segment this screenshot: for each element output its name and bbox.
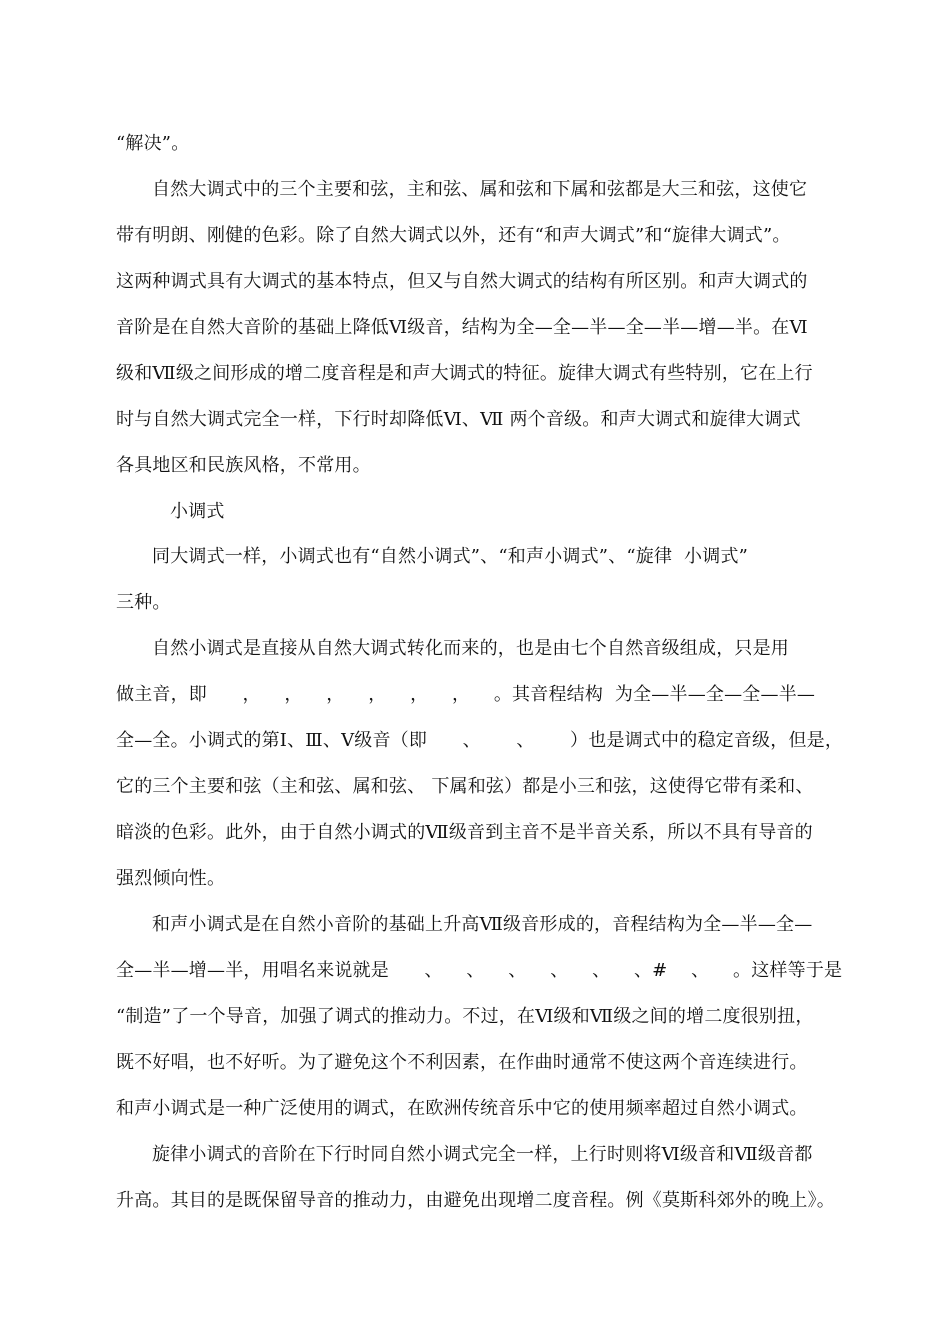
- text-line: 做主音，即 ， ， ， ， ， ， 。其音程结构 为全—半—全—全—半—: [116, 684, 816, 705]
- text-line: 暗淡的色彩。此外，由于自然小调式的Ⅶ级音到主音不是半音关系，所以不具有导音的: [116, 822, 813, 843]
- text-line: 带有明朗、刚健的色彩。除了自然大调式以外，还有“和声大调式”和“旋律大调式”。: [116, 225, 791, 246]
- text-line: 三种。: [116, 592, 171, 613]
- section-heading: 小调式: [170, 501, 225, 522]
- text-line: 既不好唱，也不好听。为了避免这个不利因素，在作曲时通常不使这两个音连续进行。: [116, 1052, 808, 1073]
- text-line: 全—全。小调式的第Ⅰ、Ⅲ、Ⅴ级音（即 、 、 ）也是调式中的稳定音级，但是，: [116, 730, 844, 751]
- text-line: 强烈倾向性。: [116, 868, 226, 889]
- text-line: “解决”。: [116, 133, 190, 154]
- text-line: 级和Ⅶ级之间形成的增二度音程是和声大调式的特征。旋律大调式有些特别，它在上行: [116, 363, 813, 384]
- text-line: 这两种调式具有大调式的基本特点，但又与自然大调式的结构有所区别。和声大调式的: [116, 271, 808, 292]
- text-line: 升高。其目的是既保留导音的推动力，由避免出现增二度音程。例《莫斯科郊外的晚上》。: [116, 1190, 835, 1211]
- text-line: 同大调式一样，小调式也有“自然小调式”、“和声小调式”、“旋律 小调式”: [152, 546, 749, 567]
- text-line: 和声小调式是一种广泛使用的调式，在欧洲传统音乐中它的使用频率超过自然小调式。: [116, 1098, 808, 1119]
- text-line: 旋律小调式的音阶在下行时同自然小调式完全一样，上行时则将Ⅵ级音和Ⅶ级音都: [152, 1144, 813, 1165]
- text-line: 时与自然大调式完全一样，下行时却降低Ⅵ、Ⅶ 两个音级。和声大调式和旋律大调式: [116, 409, 801, 430]
- text-line: 和声小调式是在自然小音阶的基础上升高Ⅶ级音形成的，音程结构为全—半—全—: [152, 914, 813, 935]
- text-line: 全—半—增—半，用唱名来说就是 、 、 、 、 、 、# 、 。这样等于是: [116, 960, 843, 981]
- text-line: 各具地区和民族风格，不常用。: [116, 455, 371, 476]
- text-line: 音阶是在自然大音阶的基础上降低Ⅵ级音，结构为全—全—半—全—半—增—半。在Ⅵ: [116, 317, 808, 338]
- text-line: 自然小调式是直接从自然大调式转化而来的，也是由七个自然音级组成，只是用: [152, 638, 789, 659]
- text-line: “制造”了一个导音，加强了调式的推动力。不过，在Ⅵ级和Ⅶ级之间的增二度很别扭，: [116, 1006, 814, 1027]
- text-line: 它的三个主要和弦（主和弦、属和弦、 下属和弦）都是小三和弦，这使得它带有柔和、: [116, 776, 814, 797]
- text-line: 自然大调式中的三个主要和弦，主和弦、属和弦和下属和弦都是大三和弦，这使它: [152, 179, 808, 200]
